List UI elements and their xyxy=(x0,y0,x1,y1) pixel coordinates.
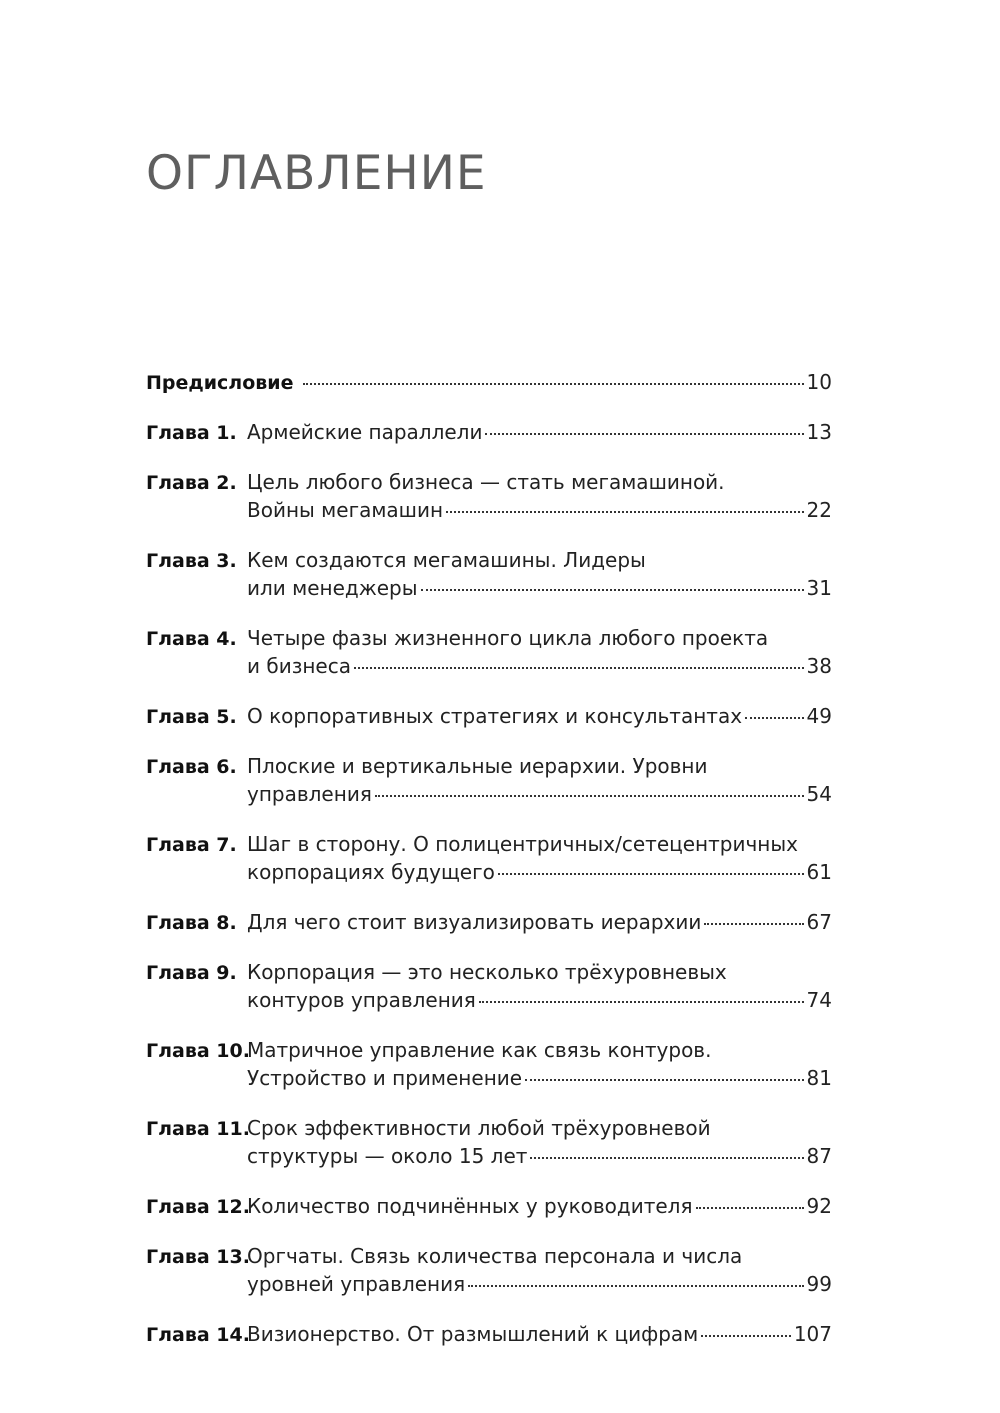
page-title: ОГЛАВЛЕНИЕ xyxy=(146,146,487,201)
toc-entry xyxy=(146,420,832,448)
toc-entry-title: Устройство и применение xyxy=(247,1066,523,1090)
toc-entry-title: Армейские параллели xyxy=(247,420,483,444)
toc-entry-title: контуров управления xyxy=(247,988,476,1012)
toc-entry xyxy=(146,470,832,526)
toc-chapter-label: Глава 5. xyxy=(146,706,237,728)
toc-entry-title: О корпоративных стратегиях и консультантах xyxy=(247,704,743,728)
toc-chapter-label: Глава 8. xyxy=(146,912,237,934)
toc-entry-title: Срок эффективности любой трёхуровневой xyxy=(247,1116,711,1140)
toc-entry xyxy=(146,1194,832,1222)
toc-chapter-label: Глава 1. xyxy=(146,422,237,444)
toc-chapter-label: Глава 4. xyxy=(146,628,237,650)
toc-page-number: 67 xyxy=(806,910,832,934)
toc-page-number: 81 xyxy=(806,1066,832,1090)
dot-leader xyxy=(704,923,803,925)
toc-entry xyxy=(146,1038,832,1094)
dot-leader xyxy=(485,433,803,435)
toc-page-number: 74 xyxy=(806,988,832,1012)
toc-page-number: 49 xyxy=(806,704,832,728)
toc-entry xyxy=(146,910,832,938)
toc-page-number: 13 xyxy=(806,420,832,444)
dot-leader xyxy=(421,589,804,591)
toc-chapter-label: Глава 2. xyxy=(146,472,237,494)
toc-entry-title: Визионерство. От размышлений к цифрам xyxy=(247,1322,699,1346)
toc-page-number: 10 xyxy=(806,370,832,394)
toc-page-number: 54 xyxy=(806,782,832,806)
toc-chapter-label: Глава 9. xyxy=(146,962,237,984)
toc-entry-title: Корпорация — это несколько трёхуровневых xyxy=(247,960,727,984)
toc-chapter-label: Глава 12. xyxy=(146,1196,250,1218)
toc-entry xyxy=(146,1244,832,1300)
toc-entry xyxy=(146,1322,832,1350)
toc-entry-title: Войны мегамашин xyxy=(247,498,444,522)
dot-leader xyxy=(375,795,804,797)
toc-entry-title: и бизнеса xyxy=(247,654,351,678)
dot-leader xyxy=(303,383,804,385)
toc-page-number: 22 xyxy=(806,498,832,522)
toc-page-number: 107 xyxy=(793,1322,832,1346)
dot-leader xyxy=(354,667,804,669)
toc-chapter-label: Глава 7. xyxy=(146,834,237,856)
dot-leader xyxy=(530,1157,803,1159)
toc-entry xyxy=(146,548,832,604)
toc-chapter-label: Глава 10. xyxy=(146,1040,250,1062)
toc-entry-title: Плоские и вертикальные иерархии. Уровни xyxy=(247,754,708,778)
toc-page-number: 31 xyxy=(806,576,832,600)
toc-entry-title: Для чего стоит визуализировать иерархии xyxy=(247,910,702,934)
toc-entry-title: структуры — около 15 лет xyxy=(247,1144,528,1168)
toc-entry-title: Цель любого бизнеса — стать мегамашиной. xyxy=(247,470,725,494)
toc-entry-title: Матричное управление как связь контуров. xyxy=(247,1038,712,1062)
toc-chapter-label: Глава 14. xyxy=(146,1324,250,1346)
toc-entry xyxy=(146,626,832,682)
toc-page-number: 92 xyxy=(806,1194,832,1218)
dot-leader xyxy=(745,717,804,719)
toc-entry-title: Шаг в сторону. О полицентричных/сетецентричных xyxy=(247,832,798,856)
toc-entry-title: Кем создаются мегамашины. Лидеры xyxy=(247,548,646,572)
toc-entry-title: Количество подчинённых у руководителя xyxy=(247,1194,693,1218)
toc-entry-title: Предисловие xyxy=(146,372,294,394)
toc-page-number: 87 xyxy=(806,1144,832,1168)
toc-page-number: 38 xyxy=(806,654,832,678)
dot-leader xyxy=(498,873,804,875)
toc-entry-title: управления xyxy=(247,782,372,806)
toc-entry-title: Четыре фазы жизненного цикла любого проекта xyxy=(247,626,769,650)
toc-chapter-label: Глава 11. xyxy=(146,1118,250,1140)
toc-entry xyxy=(146,754,832,810)
toc-entry xyxy=(146,1116,832,1172)
table-of-contents xyxy=(146,370,832,1372)
dot-leader xyxy=(701,1335,791,1337)
toc-chapter-label: Глава 13. xyxy=(146,1246,250,1268)
toc-entry-title: уровней управления xyxy=(247,1272,466,1296)
toc-chapter-label: Глава 3. xyxy=(146,550,237,572)
toc-entry-title: или менеджеры xyxy=(247,576,418,600)
toc-entry xyxy=(146,960,832,1016)
toc-entry xyxy=(146,704,832,732)
toc-page-number: 61 xyxy=(806,860,832,884)
toc-entry xyxy=(146,370,832,398)
toc-page-number: 99 xyxy=(806,1272,832,1296)
dot-leader xyxy=(446,511,803,513)
toc-chapter-label: Глава 6. xyxy=(146,756,237,778)
dot-leader xyxy=(696,1207,804,1209)
dot-leader xyxy=(479,1001,804,1003)
toc-entry-title: корпорациях будущего xyxy=(247,860,495,884)
toc-entry-title: Оргчаты. Связь количества персонала и числа xyxy=(247,1244,743,1268)
dot-leader xyxy=(525,1079,803,1081)
toc-entry xyxy=(146,832,832,888)
dot-leader xyxy=(468,1285,803,1287)
